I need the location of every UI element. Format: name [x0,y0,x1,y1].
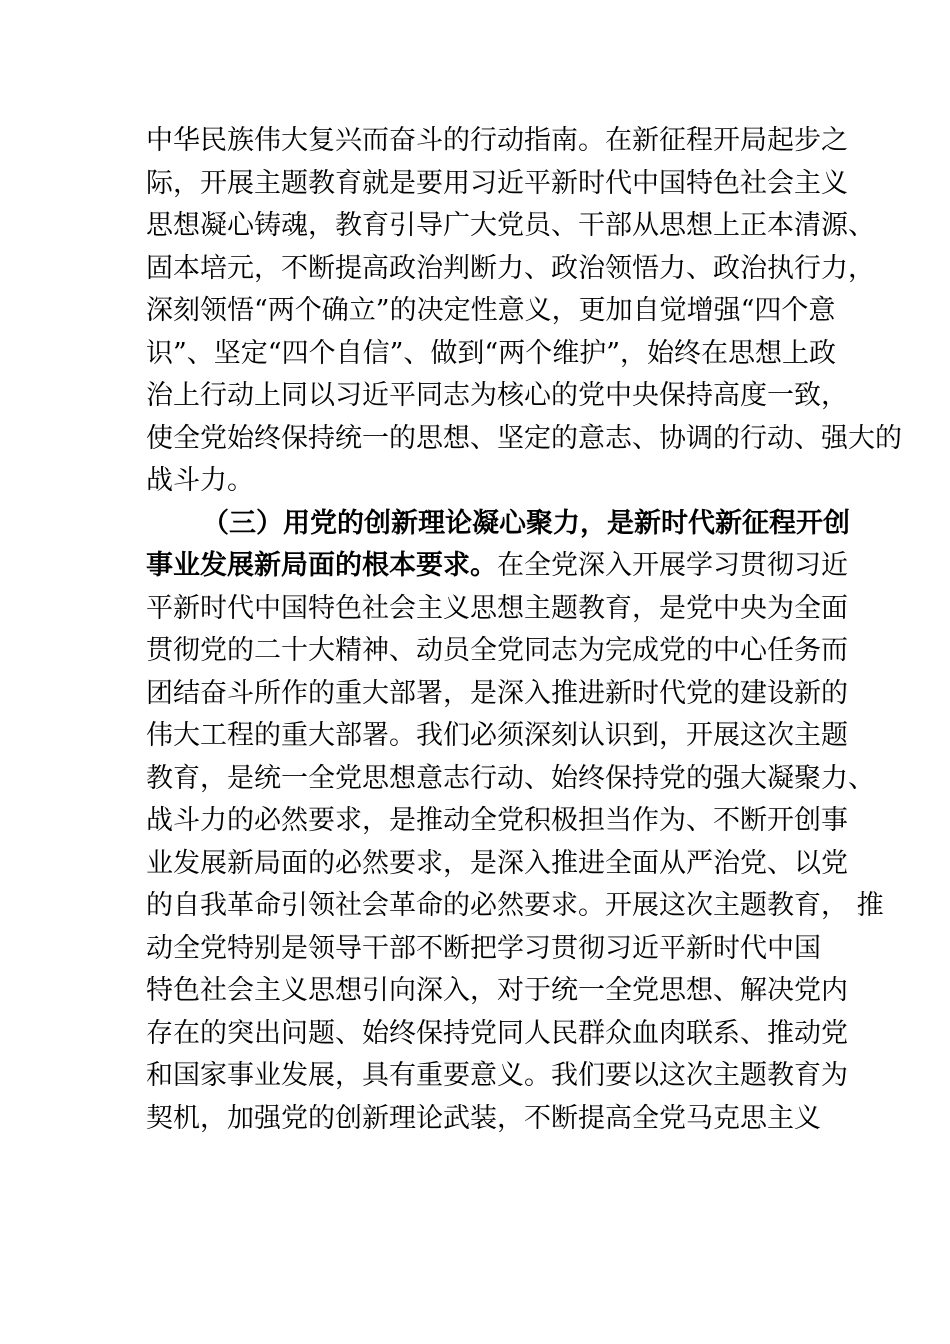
paragraph-line: 贯彻党的二十大精神、动员全党同志为完成党的中心任务而 [146,635,848,666]
paragraph-line: 契机，加强党的创新理论武装，不断提高全党马克思主义 [146,1102,821,1134]
paragraph-line: 和国家事业发展，具有重要意义。我们要以这次主题教育为 [146,1060,848,1091]
paragraph-line: 教育，是统一全党思想意志行动、始终保持党的强大凝聚力、 [146,762,875,794]
paragraph-line: 使全党始终保持统一的思想、坚定的意志、协调的行动、强大的 [146,422,902,454]
paragraph-line: 战斗力。 [146,465,254,496]
paragraph-line: 际，开展主题教育就是要用习近平新时代中国特色社会主义 [146,167,848,199]
paragraph-line: 团结奋斗所作的重大部署，是深入推进新时代党的建设新的 [146,677,848,709]
paragraph-line: 战斗力的必然要求，是推动全党积极担当作为、不断开创事 [146,805,848,836]
section-heading-continuation [146,545,848,588]
paragraph-line: 伟大工程的重大部署。我们必须深刻认识到，开展这次主题 [146,720,848,751]
paragraph-line: 平新时代中国特色社会主义思想主题教育，是党中央为全面 [146,592,848,624]
paragraph-line: 业发展新局面的必然要求，是深入推进全面从严治党、以党 [146,847,848,879]
paragraph-line: 存在的突出问题、始终保持党同人民群众血肉联系、推动党 [146,1017,848,1049]
section-heading: （三）用党的创新理论凝心聚力，是新时代新征程开创 [202,507,850,539]
paragraph-line: 治上行动上同以习近平同志为核心的党中央保持高度一致， [146,380,848,411]
paragraph-line: 中华民族伟大复兴而奋斗的行动指南。在新征程开局起步之 [146,125,848,156]
paragraph-line: 的自我革命引领社会革命的必然要求。开展这次主题教育， 推 [146,890,884,921]
paragraph-line: 动全党特别是领导干部不断把学习贯彻习近平新时代中国 [146,932,821,964]
paragraph-text: 在全党深入开展学习贯彻习近 [497,550,848,581]
paragraph-line: 识”、坚定“四个自信”、做到“两个维护”，始终在思想上政 [146,337,837,369]
body-text [146,120,902,1140]
paragraph-line: 思想凝心铸魂，教育引导广大党员、干部从思想上正本清源、 [146,210,875,241]
paragraph-line: 固本培元，不断提高政治判断力、政治领悟力、政治执行力， [146,252,875,284]
section-heading-end: 事业发展新局面的根本要求。 [146,550,497,581]
paragraph-line: 特色社会主义思想引向深入，对于统一全党思想、解决党内 [146,975,848,1006]
paragraph-line: 深刻领悟“两个确立”的决定性意义，更加自觉增强“四个意 [146,295,836,326]
